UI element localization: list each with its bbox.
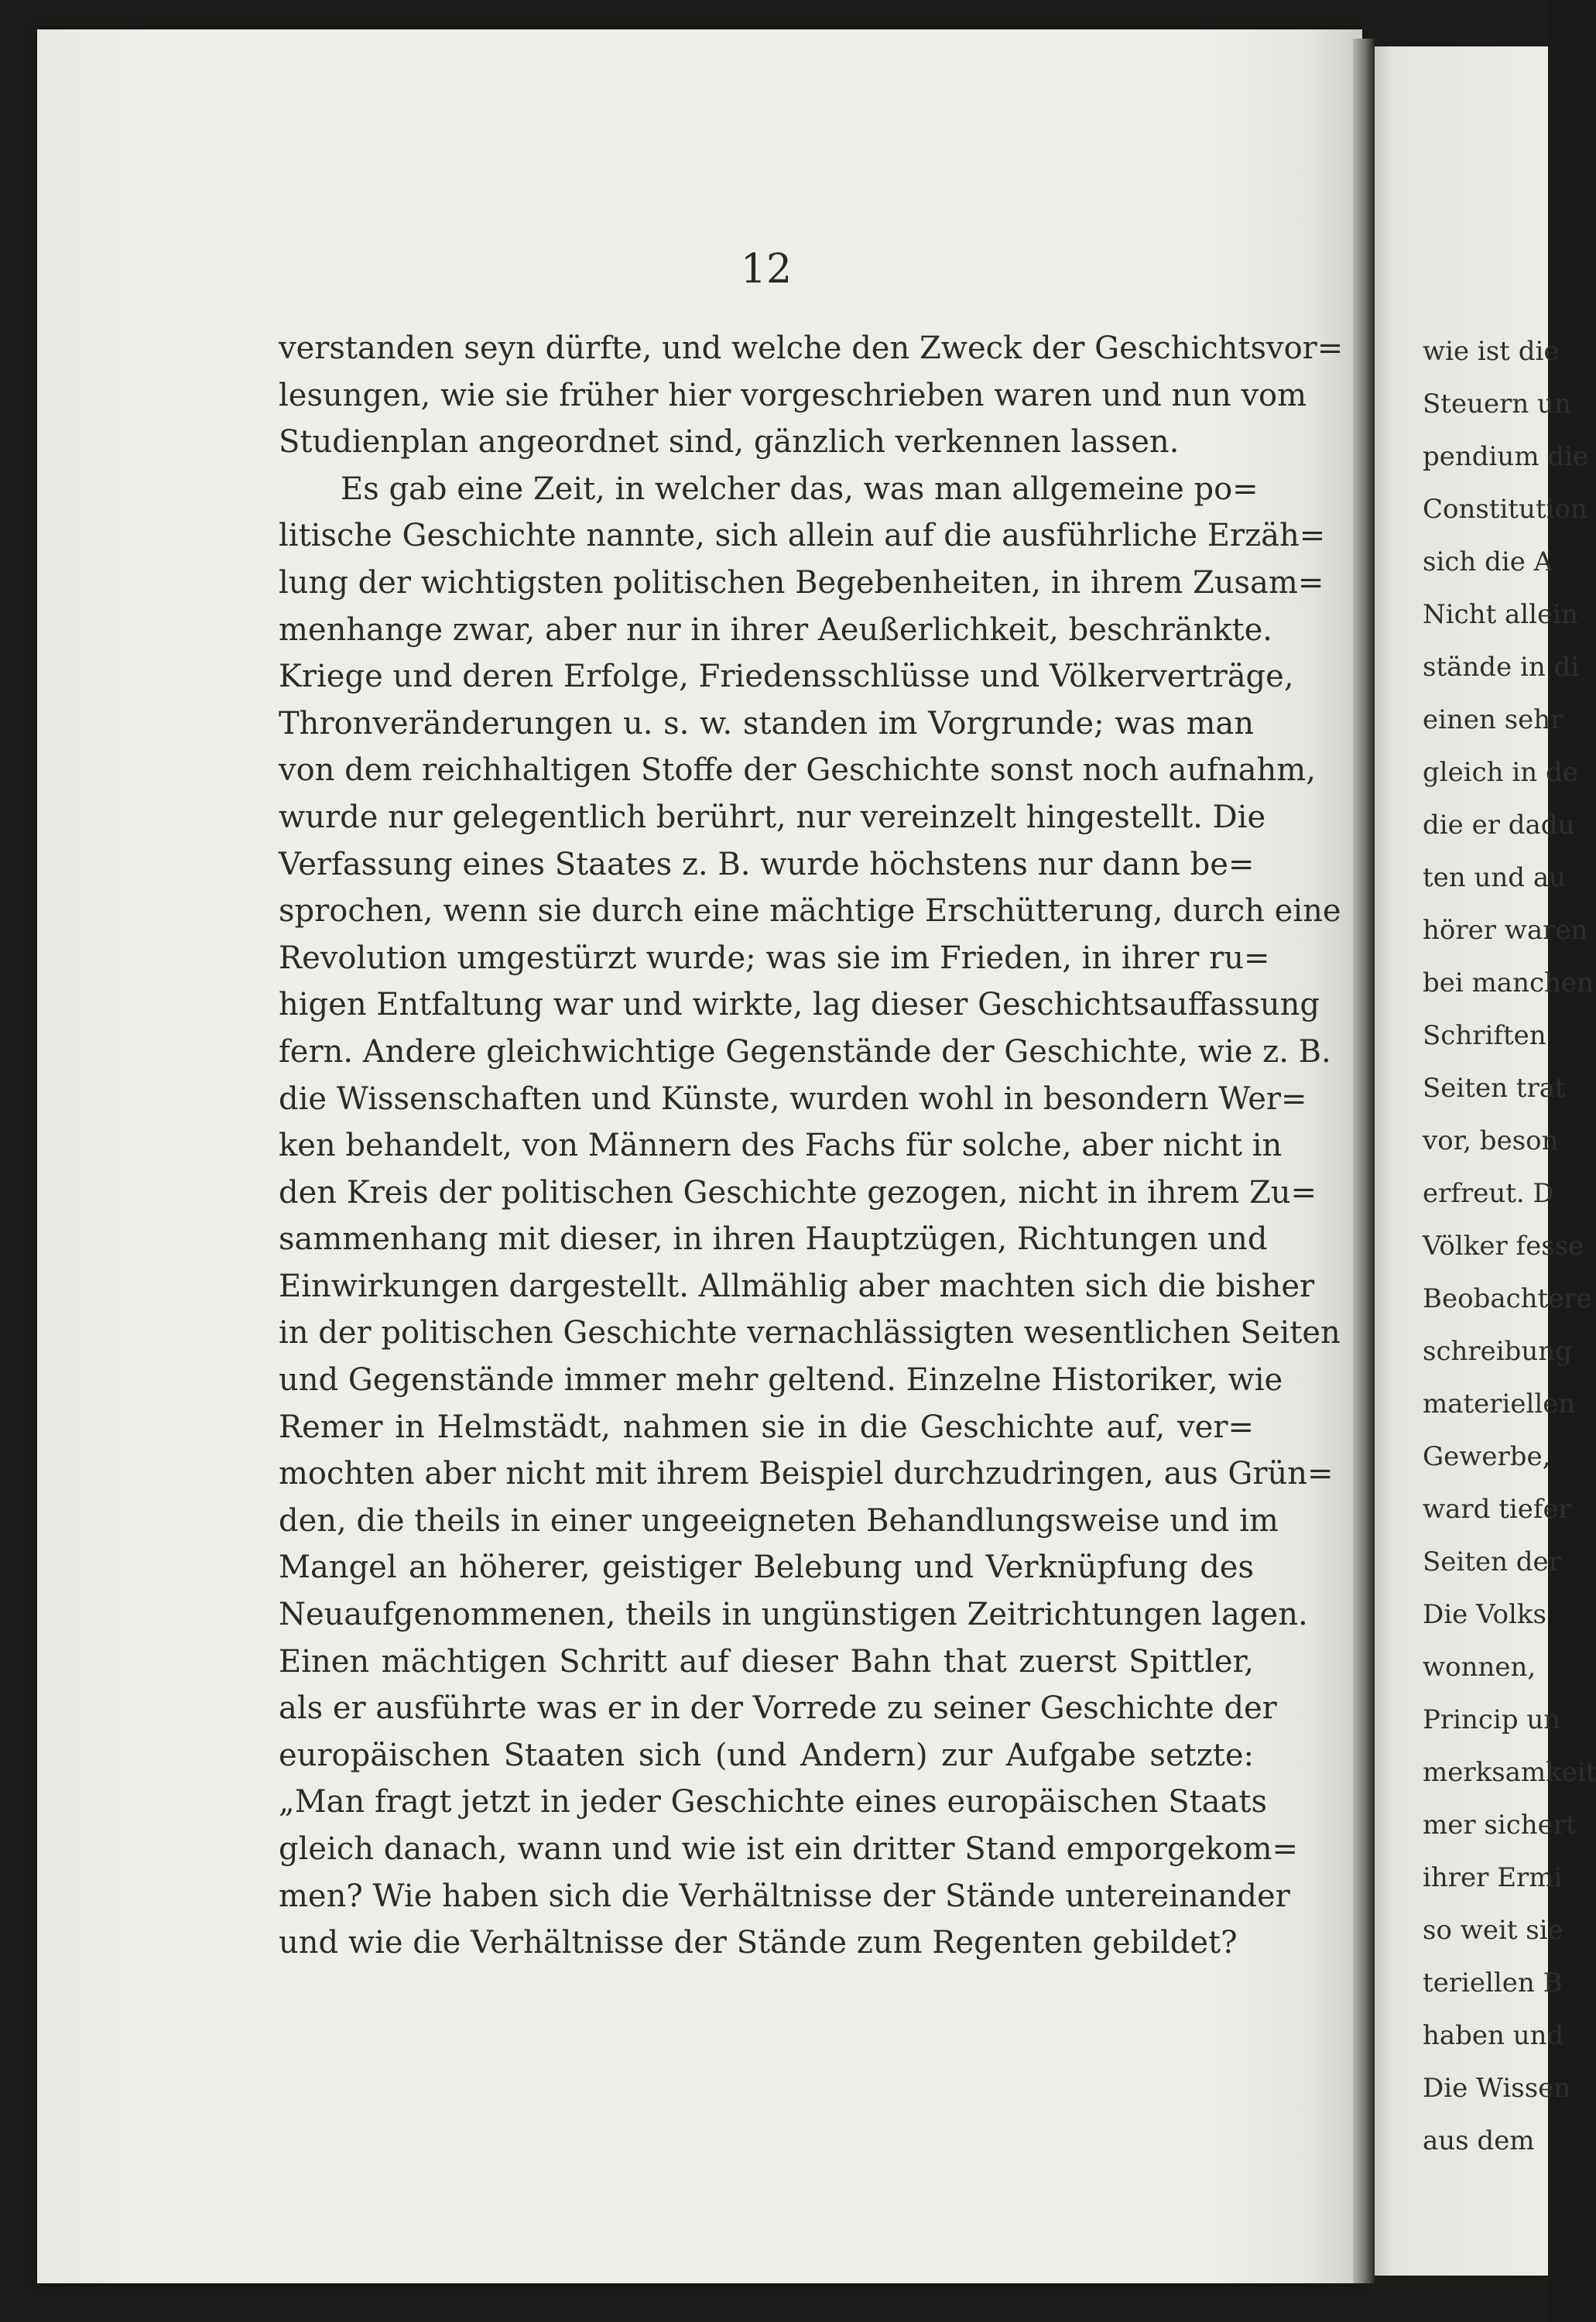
right-page-fragment-line: Seiten der bbox=[1423, 1546, 1561, 1577]
right-page-fragment-line: Steuern un bbox=[1423, 389, 1571, 420]
right-page-fragment-line: vor, beson bbox=[1423, 1125, 1559, 1156]
text-line: „Man fragt jetzt in jeder Geschichte eines europäischen Staats bbox=[279, 1784, 1268, 1820]
right-page-fragment-line: Völker fesse bbox=[1423, 1231, 1584, 1262]
right-page-fragment-line: die er dadu bbox=[1423, 810, 1575, 841]
main-text-block bbox=[279, 325, 1344, 1967]
text-line: den, die theils in einer ungeeigneten Behandlungsweise und im bbox=[279, 1502, 1279, 1539]
right-page-fragment-line: Gewerbe, bbox=[1423, 1441, 1551, 1472]
text-line: Remer in Helmstädt, nahmen sie in die Geschichte auf, ver= bbox=[279, 1409, 1254, 1445]
right-page-fragment-line: haben und bbox=[1423, 2020, 1564, 2051]
text-line: lung der wichtigsten politischen Begebenheiten, in ihrem Zusam= bbox=[279, 564, 1324, 601]
text-line: Mangel an höherer, geistiger Belebung und Verknüpfung des bbox=[279, 1550, 1254, 1586]
right-page-fragment-line: bei manchen bbox=[1423, 968, 1594, 998]
right-page-fragment-line: sich die A bbox=[1423, 546, 1553, 577]
text-line: Neuaufgenommenen, theils in ungünstigen Zeitrichtungen lagen. bbox=[279, 1597, 1308, 1633]
right-page-fragment-line: Die Volks bbox=[1423, 1599, 1546, 1630]
right-page-fragment-line: Seiten trat bbox=[1423, 1073, 1566, 1104]
text-line: Verfassung eines Staates z. B. wurde höchstens nur dann be= bbox=[279, 846, 1255, 882]
text-line: verstanden seyn dürfte, und welche den Zweck der Geschichtsvor= bbox=[279, 330, 1344, 366]
right-page-fragment-line: pendium die bbox=[1423, 441, 1589, 472]
right-page-fragment-line: Schriften bbox=[1423, 1020, 1546, 1051]
right-page-fragment-line: Princip un bbox=[1423, 1704, 1561, 1735]
text-line: men? Wie haben sich die Verhältnisse der Stände untereinander bbox=[279, 1878, 1290, 1914]
right-page-fragment-line: Die Wissen bbox=[1423, 2073, 1571, 2104]
right-page-fragment-line: teriellen B bbox=[1423, 1968, 1563, 1998]
right-page-fragment-line: ihrer Ermi bbox=[1423, 1862, 1563, 1893]
text-line: Studienplan angeordnet sind, gänzlich verkennen lassen. bbox=[279, 424, 1180, 461]
right-page-fragment-line: Nicht allein bbox=[1423, 599, 1578, 630]
right-page-fragment-line: Beobachtere bbox=[1423, 1283, 1592, 1314]
right-page-fragment-line: wie ist die bbox=[1423, 336, 1560, 367]
text-line: Thronveränderungen u. s. w. standen im Vorgrunde; was man bbox=[279, 705, 1254, 741]
text-line: mochten aber nicht mit ihrem Beispiel durchzudringen, aus Grün= bbox=[279, 1456, 1334, 1492]
text-line: die Wissenschaften und Künste, wurden wohl in besondern Wer= bbox=[279, 1081, 1307, 1117]
right-page-fragment-line: materiellen bbox=[1423, 1389, 1576, 1420]
text-line: wurde nur gelegentlich berührt, nur vereinzelt hingestellt. Die bbox=[279, 799, 1266, 835]
right-page-fragment-line: mer sichert bbox=[1423, 1810, 1577, 1841]
text-line: und Gegenstände immer mehr geltend. Einzelne Historiker, wie bbox=[279, 1362, 1283, 1399]
page-number: 12 bbox=[740, 246, 793, 293]
text-line: lesungen, wie sie früher hier vorgeschrieben waren und nun vom bbox=[279, 377, 1307, 413]
text-line: gleich danach, wann und wie ist ein dritter Stand emporgekom= bbox=[279, 1831, 1299, 1867]
right-page-fragment-line: wonnen, bbox=[1423, 1652, 1536, 1683]
text-line: europäischen Staaten sich (und Andern) zur Aufgabe setzte: bbox=[279, 1737, 1254, 1773]
text-line: menhange zwar, aber nur in ihrer Aeußerlichkeit, beschränkte. bbox=[279, 611, 1273, 648]
book-gutter bbox=[1353, 39, 1375, 2283]
right-page-fragment-line: ward tiefer bbox=[1423, 1494, 1571, 1525]
text-line: Revolution umgestürzt wurde; was sie im Frieden, in ihrer ru= bbox=[279, 940, 1270, 976]
right-page-fragment-line: stände in di bbox=[1423, 652, 1580, 683]
text-line: und wie die Verhältnisse der Stände zum Regenten gebildet? bbox=[279, 1925, 1238, 1961]
right-page-text-fragments bbox=[1423, 325, 1596, 2167]
right-page-fragment-line: gleich in de bbox=[1423, 757, 1578, 788]
right-page-fragment-line: hörer waren bbox=[1423, 915, 1588, 946]
text-line: Kriege und deren Erfolge, Friedensschlüsse und Völkerverträge, bbox=[279, 659, 1294, 695]
text-line: Einen mächtigen Schritt auf dieser Bahn that zuerst Spittler, bbox=[279, 1643, 1254, 1680]
right-page-fragment-line: merksamkeit bbox=[1423, 1757, 1596, 1788]
right-page-fragment-line: so weit sie bbox=[1423, 1915, 1563, 1946]
right-page-fragment-line: schreibung bbox=[1423, 1336, 1572, 1367]
text-line: litische Geschichte nannte, sich allein auf die ausführliche Erzäh= bbox=[279, 518, 1326, 554]
text-line: Einwirkungen dargestellt. Allmählig aber machten sich die bisher bbox=[279, 1268, 1315, 1304]
right-page-fragment-line: aus dem bbox=[1423, 2125, 1535, 2156]
text-line: den Kreis der politischen Geschichte gezogen, nicht in ihrem Zu= bbox=[279, 1174, 1317, 1211]
text-line: als er ausführte was er in der Vorrede zu seiner Geschichte der bbox=[279, 1690, 1277, 1727]
text-line: higen Entfaltung war und wirkte, lag dieser Geschichtsauffassung bbox=[279, 987, 1320, 1023]
right-page-fragment-line: Constitution bbox=[1423, 494, 1587, 525]
text-line: sprochen, wenn sie durch eine mächtige Erschütterung, durch eine bbox=[279, 893, 1341, 930]
right-page-fragment-line: erfreut. D bbox=[1423, 1178, 1554, 1209]
right-page-fragment-line: einen sehr bbox=[1423, 704, 1563, 735]
text-line: von dem reichhaltigen Stoffe der Geschichte sonst noch aufnahm, bbox=[279, 752, 1316, 789]
text-line: sammenhang mit dieser, in ihren Hauptzügen, Richtungen und bbox=[279, 1221, 1268, 1258]
text-line: ken behandelt, von Männern des Fachs für solche, aber nicht in bbox=[279, 1128, 1283, 1164]
right-page-fragment-line: ten und au bbox=[1423, 862, 1567, 893]
text-line: in der politischen Geschichte vernachlässigten wesentlichen Seiten bbox=[279, 1315, 1341, 1351]
text-line: fern. Andere gleichwichtige Gegenstände der Geschichte, wie z. B. bbox=[279, 1033, 1331, 1070]
text-line: Es gab eine Zeit, in welcher das, was man allgemeine po= bbox=[341, 471, 1259, 507]
